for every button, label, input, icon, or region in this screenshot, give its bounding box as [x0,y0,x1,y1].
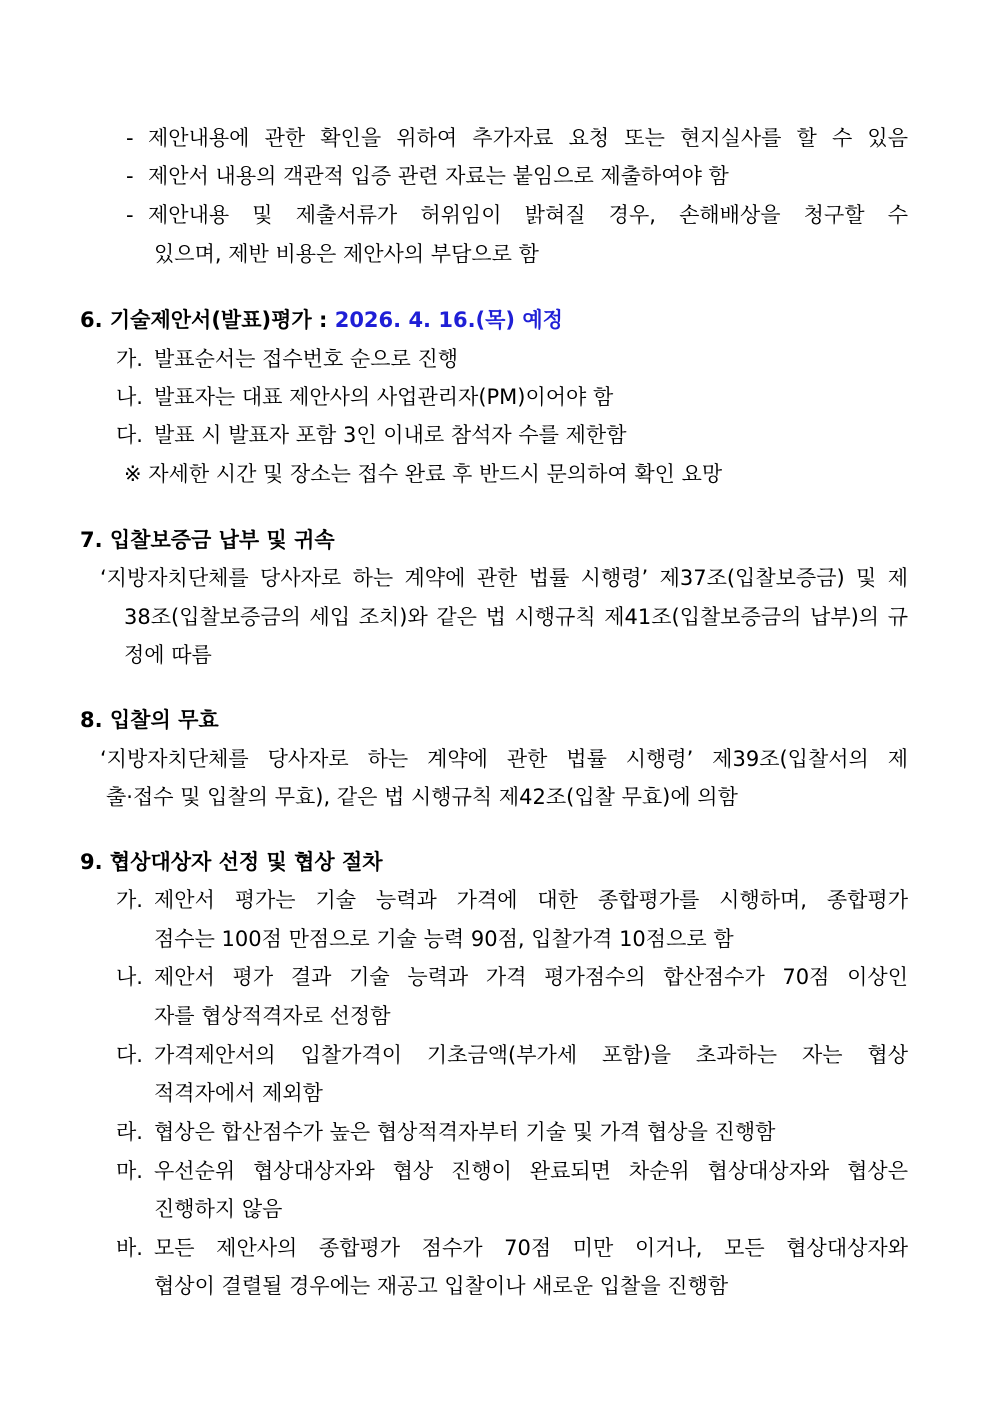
list-marker: 가. [116,347,143,371]
section-6-heading [80,306,563,334]
section-6-item-text: 발표 시 발표자 포함 3인 이내로 참석자 수를 제한함 [154,423,627,447]
dash-marker: - [126,126,134,150]
section-6-note: ※ 자세한 시간 및 장소는 접수 완료 후 반드시 문의하여 확인 요망 [124,462,723,486]
list-marker: 나. [116,385,143,409]
section-7-heading: 7. 입찰보증금 납부 및 귀속 [80,528,335,552]
section-9-item-text: 제안서 평가는 기술 능력과 가격에 대한 종합평가를 시행하며, 종합평가 [154,888,908,912]
list-marker: 다. [116,423,143,447]
section-7-text: 정에 따름 [124,643,212,667]
proposal-note-text: 있으며, 제반 비용은 제안사의 부담으로 함 [154,242,539,266]
section-9-item-text: 우선순위 협상대상자와 협상 진행이 완료되면 차순위 협상대상자와 협상은 [154,1159,908,1183]
list-marker: 다. [116,1043,143,1067]
section-9-item-text: 점수는 100점 만점으로 기술 능력 90점, 입찰가격 10점으로 함 [154,927,734,951]
list-marker: 가. [116,888,143,912]
section-8-text: 출·접수 및 입찰의 무효), 같은 법 시행규칙 제42조(입찰 무효)에 의함 [106,785,738,809]
section-6-item-text: 발표순서는 접수번호 순으로 진행 [154,347,459,371]
section-6-title: 6. 기술제안서(발표)평가 : [80,308,335,332]
section-6-item-text: 발표자는 대표 제안사의 사업관리자(PM)이어야 함 [154,385,614,409]
section-7-text: ‘지방자치단체를 당사자로 하는 계약에 관한 법률 시행령’ 제37조(입찰보증금) 및 제 [100,566,908,590]
section-9-item-text: 자를 협상적격자로 선정함 [154,1004,391,1028]
section-9-item-text: 적격자에서 제외함 [154,1081,323,1105]
section-8-heading: 8. 입찰의 무효 [80,708,219,732]
dash-marker: - [126,203,134,227]
section-9-item-text: 협상이 결렬될 경우에는 재공고 입찰이나 새로운 입찰을 진행함 [154,1274,729,1298]
proposal-note-text: 제안서 내용의 객관적 입증 관련 자료는 붙임으로 제출하여야 함 [148,164,729,188]
section-9-item-text: 제안서 평가 결과 기술 능력과 가격 평가점수의 합산점수가 70점 이상인 [154,965,908,989]
proposal-note-text: 제안내용에 관한 확인을 위하여 추가자료 요청 또는 현지실사를 할 수 있음 [148,126,908,150]
section-6-date: 2026. 4. 16.(목) 예정 [334,308,563,332]
proposal-note-text: 제안내용 및 제출서류가 허위임이 밝혀질 경우, 손해배상을 청구할 수 [148,203,908,227]
section-8-text: ‘지방자치단체를 당사자로 하는 계약에 관한 법률 시행령’ 제39조(입찰서의 제 [100,747,908,771]
dash-marker: - [126,164,134,188]
section-9-item-text: 협상은 합산점수가 높은 협상적격자부터 기술 및 가격 협상을 진행함 [154,1120,776,1144]
list-marker: 마. [116,1159,143,1183]
section-9-heading: 9. 협상대상자 선정 및 협상 절차 [80,850,383,874]
list-marker: 바. [116,1236,143,1260]
list-marker: 나. [116,965,143,989]
section-9-item-text: 진행하지 않음 [154,1197,283,1221]
section-9-item-text: 가격제안서의 입찰가격이 기초금액(부가세 포함)을 초과하는 자는 협상 [154,1043,908,1067]
list-marker: 라. [116,1120,143,1144]
section-7-text: 38조(입찰보증금의 세입 조치)와 같은 법 시행규칙 제41조(입찰보증금의 납부)의 규 [124,605,908,629]
section-9-item-text: 모든 제안사의 종합평가 점수가 70점 미만 이거나, 모든 협상대상자와 [154,1236,908,1260]
